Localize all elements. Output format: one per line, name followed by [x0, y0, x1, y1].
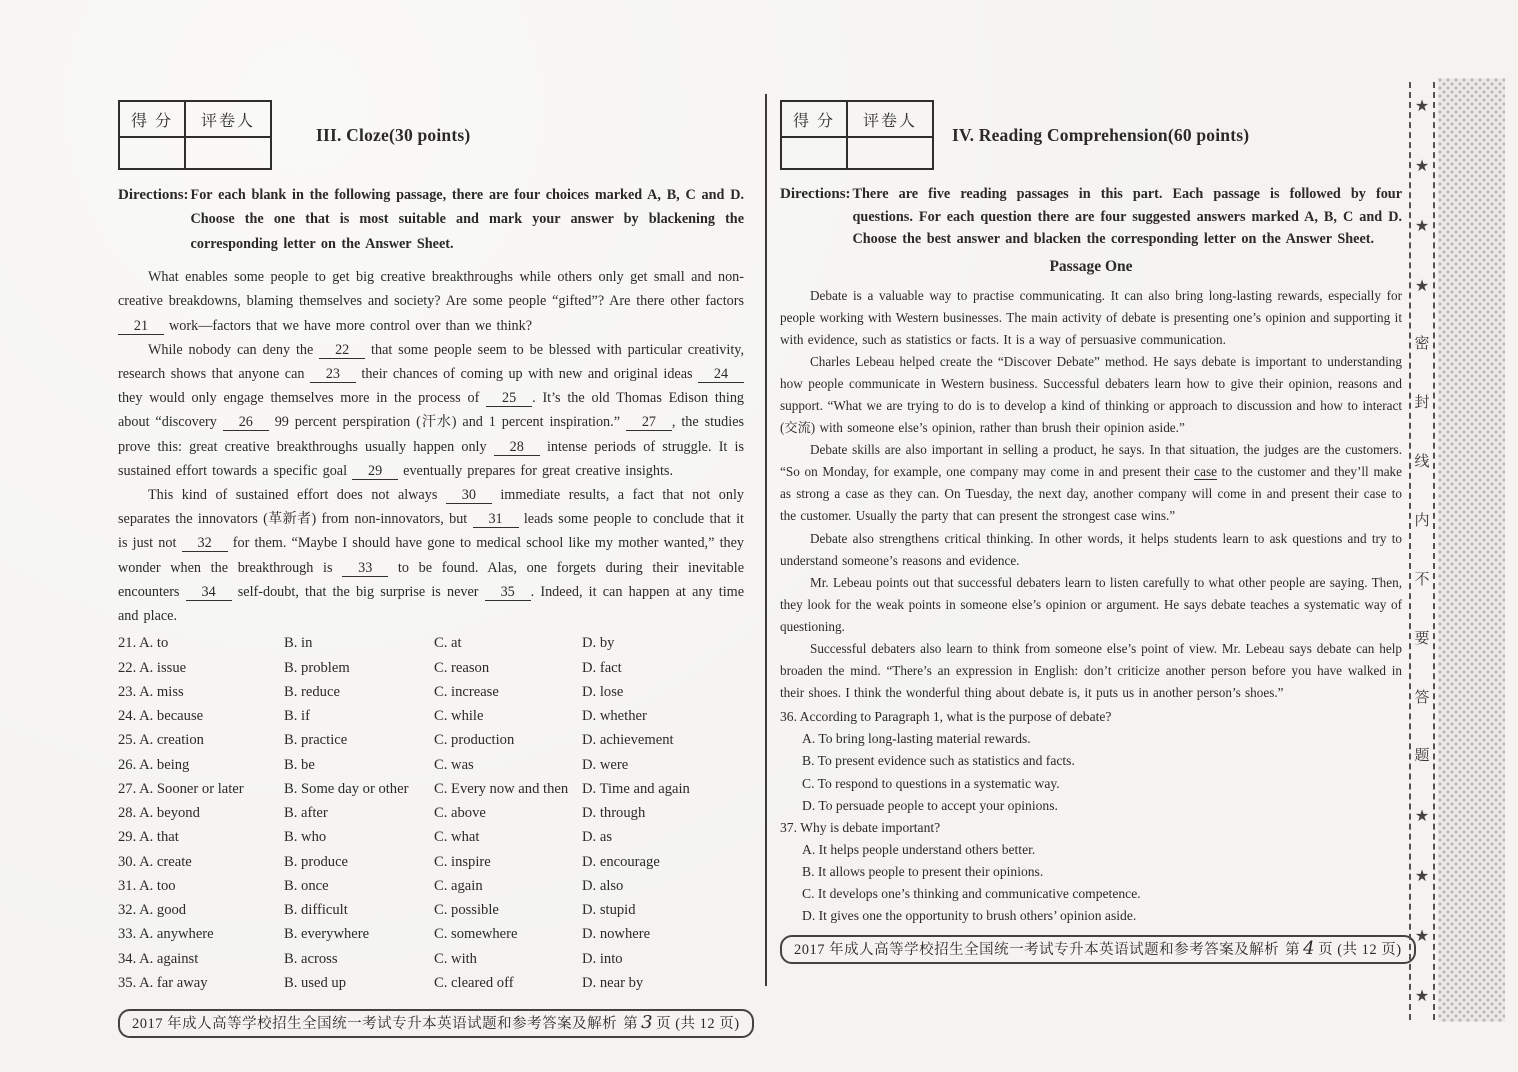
left-page-footer	[118, 1009, 754, 1038]
cloze-blank-23: 23	[310, 367, 356, 383]
option-cell-25-c: C. production	[434, 732, 515, 749]
option-cell-35-a: 35. A. far away	[118, 974, 208, 991]
passage-paragraph: Mr. Lebeau points out that successful debaters learn to listen carefully to what other people are saying. Then, they look for the weak points in someone else’s opinion or argument. He says debate teaches a systematic way of questioning.	[780, 574, 1402, 634]
score-row	[118, 100, 744, 170]
option-cell-28-d: D. through	[582, 805, 646, 822]
cloze-blank-32: 32	[182, 536, 228, 552]
option-cell-29-a: 29. A. that	[118, 829, 179, 846]
seal-char: 要	[1414, 630, 1430, 647]
directions-reading	[780, 183, 1402, 251]
option-cell-34-b: B. across	[284, 950, 338, 967]
directions-text: There are five reading passages in this part. Each passage is followed by four questions. For each question there are four suggested answers marked A, B, C and D. Choose the best answer and blacken the corresponding letter on the Answer Sheet.	[852, 186, 1402, 247]
cloze-blank-22: 22	[319, 343, 365, 359]
cloze-blank-28: 28	[494, 440, 540, 456]
passage-paragraph: What enables some people to get big creative breakthroughs while others only get small and non-creative breakdowns, blaming themselves and society? Are some people “gifted”? Are there other factors 21 work—factors that we have more control over than we think?	[118, 269, 744, 334]
star-icon: ★	[1414, 96, 1430, 115]
question-option: B. It allows people to present their opinions.	[802, 863, 1044, 879]
option-cell-21-a: 21. A. to	[118, 635, 169, 652]
option-cell-26-a: 26. A. being	[118, 756, 190, 773]
option-cell-22-c: C. reason	[434, 659, 490, 676]
question-option: C. To respond to questions in a systematic way.	[802, 775, 1060, 791]
passage-paragraph: Charles Lebeau helped create the “Discover Debate” method. He says debate is important to understanding how people communicate in Western business. Successful debaters learn how to give their opinion, reasons and support. “What we are trying to do is to develop a kind of thinking or approach to discussion and how to interact (交流) with someone else’s opinion, rather than brush their opinion aside.”	[780, 353, 1402, 436]
right-page	[780, 100, 1402, 964]
cloze-blank-30: 30	[446, 488, 492, 504]
cloze-blank-25: 25	[486, 391, 532, 407]
star-icon: ★	[1414, 155, 1430, 175]
option-cell-31-c: C. again	[434, 877, 483, 894]
star-icon: ★	[1414, 215, 1430, 235]
option-cell-34-c: C. with	[434, 950, 477, 967]
footer-page-number: 4	[1303, 938, 1316, 960]
option-cell-31-d: D. also	[582, 877, 624, 894]
star-icon: ★	[1414, 275, 1430, 295]
option-cell-33-c: C. somewhere	[434, 926, 518, 943]
grader-value-cell	[185, 137, 271, 169]
option-cell-32-b: B. difficult	[284, 902, 348, 919]
cloze-options-table	[118, 635, 744, 999]
score-value-cell	[119, 137, 185, 169]
option-cell-35-c: C. cleared off	[434, 974, 514, 991]
cloze-blank-31: 31	[473, 512, 519, 528]
footer-page-suffix: 页 (共 12 页)	[656, 1016, 740, 1033]
option-cell-34-d: D. into	[582, 950, 623, 967]
star-icon: ★	[1414, 806, 1430, 826]
option-cell-27-c: C. Every now and then	[434, 780, 569, 797]
passage-paragraph: Debate is a valuable way to practise communicating. It can also bring long-lasting rewards, especially for people working with Western businesses. The main activity of debate is presenting one’s opinion and supporting it with evidence, such as statistics or facts. It is a way of persuasive communication.	[780, 287, 1402, 347]
option-cell-21-c: C. at	[434, 635, 462, 652]
option-cell-23-c: C. increase	[434, 683, 499, 700]
score-row	[780, 100, 1402, 170]
question-option: A. To bring long-lasting material rewards.	[802, 731, 1031, 747]
question-stem: 36. According to Paragraph 1, what is the purpose of debate?	[780, 709, 1112, 725]
option-cell-22-b: B. problem	[284, 659, 350, 676]
cloze-passage	[118, 265, 744, 628]
grader-value-cell	[847, 137, 933, 169]
footer-page-number: 3	[641, 1012, 654, 1034]
passage-paragraph: Debate also strengthens critical thinking. In other words, it helps students learn to ask questions and try to understand someone’s reasons and evidence.	[780, 530, 1402, 568]
option-cell-23-b: B. reduce	[284, 683, 340, 700]
question-option: D. It gives one the opportunity to brush others’ opinion aside.	[802, 908, 1137, 924]
option-cell-22-a: 22. A. issue	[118, 659, 187, 676]
option-cell-34-a: 34. A. against	[118, 950, 199, 967]
option-cell-26-d: D. were	[582, 756, 629, 773]
cloze-blank-33: 33	[342, 561, 388, 577]
option-cell-23-d: D. lose	[582, 683, 624, 700]
option-cell-31-a: 31. A. too	[118, 877, 176, 894]
seal-strip	[1409, 82, 1435, 1020]
option-cell-35-d: D. near by	[582, 974, 644, 991]
option-cell-24-b: B. if	[284, 708, 310, 725]
directions-label: Directions:	[118, 187, 189, 203]
option-cell-27-a: 27. A. Sooner or later	[118, 780, 244, 797]
option-cell-28-b: B. after	[284, 805, 328, 822]
footer-page-suffix: 页 (共 12 页)	[1318, 942, 1402, 959]
question-option: A. It helps people understand others better.	[802, 841, 1036, 857]
cloze-blank-21: 21	[118, 319, 164, 335]
passage-paragraph: Successful debaters also learn to think from someone else’s point of view. Mr. Lebeau says debate can help broaden the mind. “There’s an expression in English: don’t criticize another person before you have walked in their shoes. I think the wonderful thing about debate is, it puts us in another person’s shoes.”	[780, 641, 1402, 701]
option-cell-32-c: C. possible	[434, 902, 499, 919]
seal-char: 线	[1414, 454, 1430, 471]
option-cell-29-b: B. who	[284, 829, 327, 846]
grader-label-cell: 评卷人	[185, 101, 271, 137]
cloze-blank-27: 27	[626, 415, 672, 431]
section-title-cloze: III. Cloze(30 points)	[316, 124, 471, 145]
option-cell-25-b: B. practice	[284, 732, 348, 749]
question-option: B. To present evidence such as statistics and facts.	[802, 753, 1075, 769]
option-cell-21-b: B. in	[284, 635, 313, 652]
option-cell-25-a: 25. A. creation	[118, 732, 204, 749]
option-cell-26-b: B. be	[284, 756, 315, 773]
option-cell-32-d: D. stupid	[582, 902, 636, 919]
option-cell-28-a: 28. A. beyond	[118, 805, 200, 822]
cloze-blank-35: 35	[485, 585, 531, 601]
option-cell-28-c: C. above	[434, 805, 486, 822]
option-cell-33-b: B. everywhere	[284, 926, 370, 943]
option-cell-29-d: D. as	[582, 829, 612, 846]
seal-char: 内	[1414, 513, 1430, 530]
seal-char: 封	[1414, 395, 1430, 412]
option-cell-27-b: B. Some day or other	[284, 780, 409, 797]
option-cell-24-c: C. while	[434, 708, 484, 725]
option-cell-26-c: C. was	[434, 756, 474, 773]
footer-page-prefix: 第	[1285, 942, 1301, 959]
seal-char: 不	[1414, 571, 1430, 588]
question-option: C. It develops one’s thinking and communicative competence.	[802, 886, 1141, 902]
cloze-blank-34: 34	[186, 585, 232, 601]
directions-text: For each blank in the following passage, there are four choices marked A, B, C and D. Choose the one that is most suitable and mark your answer by blackening the corresponding letter on the Answer Sheet.	[190, 187, 744, 252]
grader-label-cell: 评卷人	[847, 101, 933, 137]
question-option: D. To persuade people to accept your opinions.	[802, 797, 1058, 813]
option-cell-30-c: C. inspire	[434, 853, 491, 870]
seal-char: 答	[1414, 689, 1430, 706]
left-page	[118, 100, 744, 1038]
option-cell-27-d: D. Time and again	[582, 780, 690, 797]
score-box	[118, 100, 272, 170]
star-icon: ★	[1414, 866, 1430, 886]
halftone-band	[1438, 78, 1505, 1022]
passage-title: Passage One	[1049, 257, 1133, 275]
option-cell-24-d: D. whether	[582, 708, 647, 725]
option-cell-23-a: 23. A. miss	[118, 683, 184, 700]
star-icon: ★	[1414, 985, 1430, 1005]
option-cell-25-d: D. achievement	[582, 732, 674, 749]
reading-passage	[780, 285, 1402, 705]
option-cell-21-d: D. by	[582, 635, 615, 652]
option-cell-31-b: B. once	[284, 877, 329, 894]
reading-questions	[780, 706, 1402, 927]
underlined-word: case	[1194, 464, 1217, 480]
directions-cloze	[118, 183, 744, 256]
score-label-cell: 得 分	[781, 101, 847, 137]
option-cell-30-a: 30. A. create	[118, 853, 192, 870]
cloze-blank-26: 26	[223, 415, 269, 431]
option-cell-22-d: D. fact	[582, 659, 622, 676]
right-page-footer	[780, 935, 1416, 964]
passage-paragraph: While nobody can deny the 22 that some people seem to be blessed with particular creativity, research shows that anyone can 23 their chances of coming up with new and original ideas 24 they would only engage themselves more in the process of 25 . It’s the old Thomas Edison thing about “discovery 26 99 percent perspiration (汗水) and 1 percent inspiration.” 27 , the studies prove this: great creative breakthroughs usually happen only 28 intense periods of struggle. It is sustained effort towards a specific goal 29 eventually prepares for great creative insights.	[118, 341, 745, 479]
star-icon: ★	[1414, 926, 1430, 946]
option-cell-24-a: 24. A. because	[118, 708, 204, 725]
directions-label: Directions:	[780, 186, 851, 202]
score-label-cell: 得 分	[119, 101, 185, 137]
option-cell-30-b: B. produce	[284, 853, 349, 870]
option-cell-33-d: D. nowhere	[582, 926, 651, 943]
cloze-blank-24: 24	[698, 367, 744, 383]
footer-text: 2017 年成人高等学校招生全国统一考试专升本英语试题和参考答案及解析	[132, 1016, 618, 1033]
option-cell-30-d: D. encourage	[582, 853, 660, 870]
page-divider	[765, 94, 767, 986]
score-box	[780, 100, 934, 170]
option-cell-33-a: 33. A. anywhere	[118, 926, 214, 943]
option-cell-32-a: 32. A. good	[118, 902, 187, 919]
seal-char: 密	[1414, 336, 1430, 353]
footer-page-prefix: 第	[623, 1016, 639, 1033]
question-stem: 37. Why is debate important?	[780, 819, 941, 835]
footer-text: 2017 年成人高等学校招生全国统一考试专升本英语试题和参考答案及解析	[794, 942, 1280, 959]
cloze-blank-29: 29	[352, 464, 398, 480]
option-cell-35-b: B. used up	[284, 974, 347, 991]
passage-paragraph: Debate skills are also important in selling a product, he says. In that situation, the judges are the customers. “So on Monday, for example, one company may come in and present their case to the customer and they’ll make as strong a case as they can. On Tuesday, the next day, another company will come in and present their case to the customer. Usually the party that can present the strongest case wins.”	[780, 442, 1402, 524]
score-value-cell	[781, 137, 847, 169]
seal-char: 题	[1414, 748, 1430, 765]
option-cell-29-c: C. what	[434, 829, 480, 846]
passage-paragraph: This kind of sustained effort does not always 30 immediate results, a fact that not only separates the innovators (革新者) from non-innovators, but 31 leads some people to conclude that it is just not 32 for them. “Maybe I should have gone to medical school like my mother wanted,” they wonder when the breakthrough is 33 to be found. Alas, one forgets during their inevitable encounters 34 self-doubt, that the big surprise is never 35 . Indeed, it can happen at any time and place.	[118, 487, 744, 625]
section-title-reading: IV. Reading Comprehension(60 points)	[952, 124, 1250, 145]
